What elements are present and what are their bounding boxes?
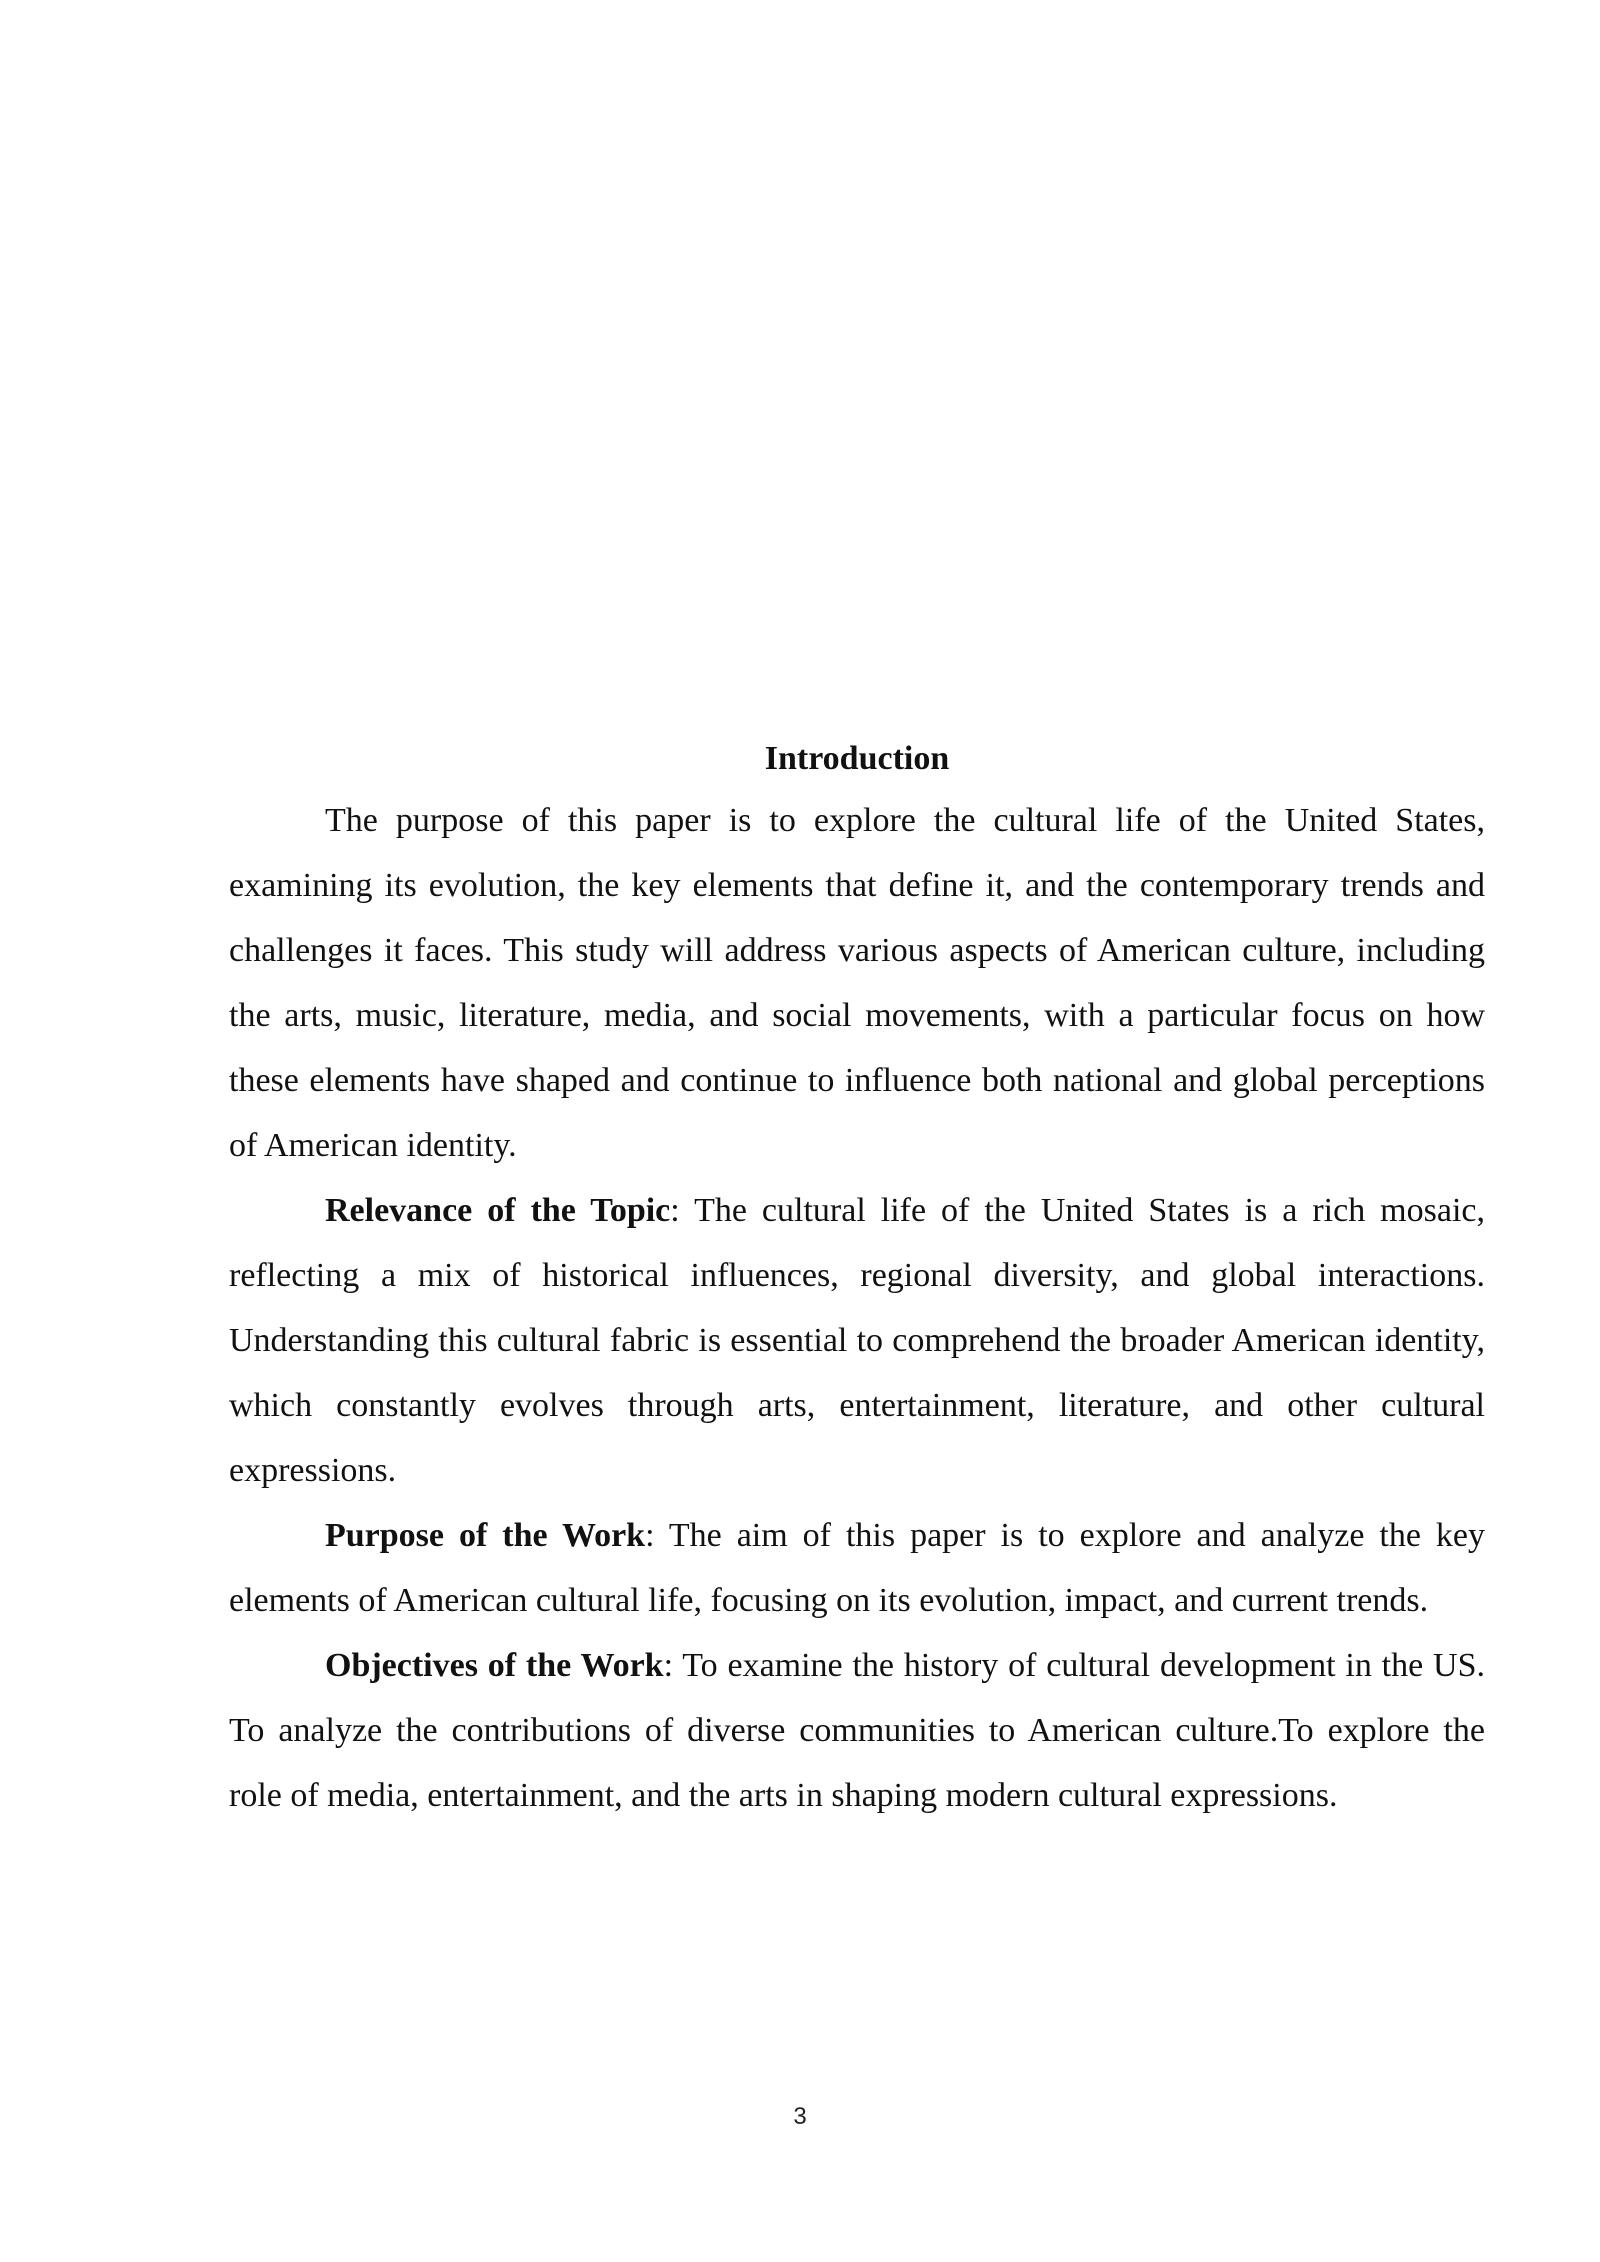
paragraph-text: : To examine the history of cultural development in the US. To analyze the contributions of diverse communities to American culture.To explore the role of media, entertainment, and the arts in shaping modern cultural expressions. xyxy=(229,1647,1485,1814)
page-content xyxy=(229,734,1485,1828)
paragraph-relevance xyxy=(229,1178,1485,1503)
section-heading: Introduction xyxy=(764,740,950,777)
paragraph-lead: Relevance of the Topic xyxy=(325,1192,671,1229)
paragraph-lead: Purpose of the Work xyxy=(325,1517,646,1554)
paragraph-purpose-intro xyxy=(229,788,1485,1178)
paragraph-objectives xyxy=(229,1633,1485,1828)
paragraph-text: The purpose of this paper is to explore the cultural life of the United States, examining its evolution, the key elements that define it, and the contemporary trends and challenges it faces. This study will address various aspects of American culture, including the arts, music, literature, media, and social movements, with a particular focus on how these elements have shaped and continue to influence both national and global perceptions of American identity. xyxy=(229,802,1485,1164)
paragraph-text: : The cultural life of the United States is a rich mosaic, reflecting a mix of historical influences, regional diversity, and global interactions. Understanding this cultural fabric is essential to comprehend the broader American identity, which constantly evolves through arts, entertainment, literature, and other cultural expressions. xyxy=(229,1192,1485,1489)
paragraph-lead: Objectives of the Work xyxy=(325,1647,664,1684)
page-number: 3 xyxy=(793,2103,807,2130)
paragraph-text: : The aim of this paper is to explore and analyze the key elements of American cultural life, focusing on its evolution, impact, and current trends. xyxy=(229,1517,1485,1619)
paragraph-purpose-of-work xyxy=(229,1503,1485,1633)
